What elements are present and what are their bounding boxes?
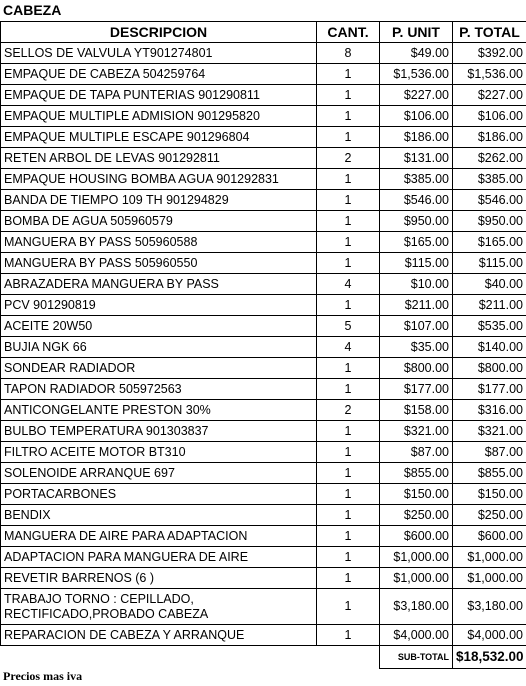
cell-description[interactable]: ACEITE 20W50 — [1, 316, 317, 337]
cell-qty[interactable]: 1 — [317, 169, 380, 190]
cell-unit-price[interactable]: $177.00 — [380, 379, 453, 400]
table-row — [1, 547, 526, 568]
cell-unit-price[interactable]: $115.00 — [380, 253, 453, 274]
table-row — [1, 400, 526, 421]
table-row — [1, 148, 526, 169]
table-row — [1, 232, 526, 253]
cell-unit-price[interactable]: $600.00 — [380, 526, 453, 547]
cell-unit-price[interactable]: $35.00 — [380, 337, 453, 358]
cell-qty[interactable]: 1 — [317, 190, 380, 211]
cell-description[interactable]: ABRAZADERA MANGUERA BY PASS — [1, 274, 317, 295]
cell-description[interactable]: TAPON RADIADOR 505972563 — [1, 379, 317, 400]
cell-qty[interactable]: 1 — [317, 211, 380, 232]
cell-qty[interactable]: 1 — [317, 442, 380, 463]
cell-total-price[interactable]: $262.00 — [453, 148, 526, 169]
cell-total-price[interactable]: $3,180.00 — [453, 589, 526, 625]
cell-total-price[interactable]: $227.00 — [453, 85, 526, 106]
cell-total-price[interactable]: $321.00 — [453, 421, 526, 442]
cell-description[interactable]: EMPAQUE DE TAPA PUNTERIAS 901290811 — [1, 85, 317, 106]
cell-description[interactable]: BUJIA NGK 66 — [1, 337, 317, 358]
cell-description[interactable]: PCV 901290819 — [1, 295, 317, 316]
table-row — [1, 442, 526, 463]
cell-qty[interactable]: 1 — [317, 379, 380, 400]
cell-qty[interactable]: 1 — [317, 625, 380, 646]
cell-qty[interactable]: 1 — [317, 484, 380, 505]
cell-qty[interactable]: 1 — [317, 295, 380, 316]
cell-description[interactable]: BOMBA DE AGUA 505960579 — [1, 211, 317, 232]
cell-total-price[interactable]: $316.00 — [453, 400, 526, 421]
cell-description[interactable]: RETEN ARBOL DE LEVAS 901292811 — [1, 148, 317, 169]
table-row — [1, 253, 526, 274]
cell-unit-price[interactable]: $158.00 — [380, 400, 453, 421]
cell-unit-price[interactable]: $131.00 — [380, 148, 453, 169]
cell-description[interactable]: EMPAQUE MULTIPLE ADMISION 901295820 — [1, 106, 317, 127]
cell-unit-price[interactable]: $546.00 — [380, 190, 453, 211]
table-row — [1, 463, 526, 484]
table-row — [1, 274, 526, 295]
cell-total-price[interactable]: $165.00 — [453, 232, 526, 253]
footer-note[interactable]: Precios mas iva — [3, 669, 83, 683]
cell-description[interactable]: EMPAQUE MULTIPLE ESCAPE 901296804 — [1, 127, 317, 148]
cell-unit-price[interactable]: $186.00 — [380, 127, 453, 148]
cell-qty[interactable]: 1 — [317, 358, 380, 379]
table-row — [1, 589, 526, 625]
cell-total-price[interactable]: $546.00 — [453, 190, 526, 211]
table-row — [1, 43, 526, 64]
cell-description[interactable]: SELLOS DE VALVULA YT901274801 — [1, 43, 317, 64]
cell-unit-price[interactable]: $107.00 — [380, 316, 453, 337]
cell-qty[interactable]: 1 — [317, 232, 380, 253]
cell-unit-price[interactable]: $165.00 — [380, 232, 453, 253]
cell-total-price[interactable]: $186.00 — [453, 127, 526, 148]
table-row — [1, 421, 526, 442]
cell-unit-price[interactable]: $211.00 — [380, 295, 453, 316]
cell-unit-price[interactable]: $950.00 — [380, 211, 453, 232]
table-row — [1, 85, 526, 106]
cell-total-price[interactable]: $4,000.00 — [453, 625, 526, 646]
cell-unit-price[interactable]: $4,000.00 — [380, 625, 453, 646]
cell-total-price[interactable]: $1,000.00 — [453, 547, 526, 568]
header-row — [1, 22, 526, 43]
cell-total-price[interactable]: $140.00 — [453, 337, 526, 358]
parts-table — [0, 21, 526, 669]
cell-unit-price[interactable]: $250.00 — [380, 505, 453, 526]
cell-total-price[interactable]: $392.00 — [453, 43, 526, 64]
table-row — [1, 379, 526, 400]
cell-description[interactable]: EMPAQUE DE CABEZA 504259764 — [1, 64, 317, 85]
cell-total-price[interactable]: $600.00 — [453, 526, 526, 547]
cell-unit-price[interactable]: $321.00 — [380, 421, 453, 442]
table-row — [1, 484, 526, 505]
cell-description[interactable]: TRABAJO TORNO : CEPILLADO, RECTIFICADO,PROBADO CABEZA — [1, 589, 317, 625]
cell-qty[interactable]: 1 — [317, 547, 380, 568]
cell-unit-price[interactable]: $855.00 — [380, 463, 453, 484]
cell-qty[interactable]: 1 — [317, 568, 380, 589]
cell-unit-price[interactable]: $106.00 — [380, 106, 453, 127]
cell-description[interactable]: MANGUERA BY PASS 505960550 — [1, 253, 317, 274]
table-row — [1, 625, 526, 646]
cell-description[interactable]: REVETIR BARRENOS (6 ) — [1, 568, 317, 589]
cell-qty[interactable]: 1 — [317, 127, 380, 148]
cell-unit-price[interactable]: $87.00 — [380, 442, 453, 463]
cell-total-price[interactable]: $211.00 — [453, 295, 526, 316]
cell-unit-price[interactable]: $1,536.00 — [380, 64, 453, 85]
cell-total-price[interactable]: $535.00 — [453, 316, 526, 337]
cell-description[interactable]: PORTACARBONES — [1, 484, 317, 505]
table-row — [1, 358, 526, 379]
cell-qty[interactable]: 1 — [317, 505, 380, 526]
subtotal-value[interactable]: $18,532.00 — [453, 646, 526, 669]
cell-unit-price[interactable]: $800.00 — [380, 358, 453, 379]
cell-description[interactable]: ADAPTACION PARA MANGUERA DE AIRE — [1, 547, 317, 568]
cell-qty[interactable]: 1 — [317, 64, 380, 85]
cell-total-price[interactable]: $800.00 — [453, 358, 526, 379]
table-row — [1, 337, 526, 358]
cell-total-price[interactable]: $950.00 — [453, 211, 526, 232]
cell-total-price[interactable]: $106.00 — [453, 106, 526, 127]
cell-description[interactable]: REPARACION DE CABEZA Y ARRANQUE — [1, 625, 317, 646]
cell-description[interactable]: BENDIX — [1, 505, 317, 526]
cell-qty[interactable]: 5 — [317, 316, 380, 337]
cell-description[interactable]: MANGUERA BY PASS 505960588 — [1, 232, 317, 253]
cell-description[interactable]: ANTICONGELANTE PRESTON 30% — [1, 400, 317, 421]
cell-description[interactable]: BANDA DE TIEMPO 109 TH 901294829 — [1, 190, 317, 211]
cell-total-price[interactable]: $87.00 — [453, 442, 526, 463]
cell-qty[interactable]: 1 — [317, 463, 380, 484]
header-unit-price[interactable]: P. UNIT — [380, 22, 453, 43]
cell-description[interactable]: MANGUERA DE AIRE PARA ADAPTACION — [1, 526, 317, 547]
cell-qty[interactable]: 1 — [317, 85, 380, 106]
header-qty[interactable]: CANT. — [317, 22, 380, 43]
cell-qty[interactable]: 1 — [317, 421, 380, 442]
cell-qty[interactable]: 2 — [317, 400, 380, 421]
cell-qty[interactable]: 1 — [317, 526, 380, 547]
cell-description[interactable]: EMPAQUE HOUSING BOMBA AGUA 901292831 — [1, 169, 317, 190]
cell-qty[interactable]: 8 — [317, 43, 380, 64]
cell-total-price[interactable]: $385.00 — [453, 169, 526, 190]
table-row — [1, 169, 526, 190]
cell-total-price[interactable]: $1,536.00 — [453, 64, 526, 85]
header-description[interactable]: DESCRIPCION — [1, 22, 317, 43]
cell-unit-price[interactable]: $150.00 — [380, 484, 453, 505]
cell-qty[interactable]: 1 — [317, 253, 380, 274]
cell-unit-price[interactable]: $10.00 — [380, 274, 453, 295]
cell-description[interactable]: SOLENOIDE ARRANQUE 697 — [1, 463, 317, 484]
cell-unit-price[interactable]: $385.00 — [380, 169, 453, 190]
table-row — [1, 127, 526, 148]
cell-qty[interactable]: 1 — [317, 106, 380, 127]
header-total-price[interactable]: P. TOTAL — [453, 22, 526, 43]
cell-total-price[interactable]: $855.00 — [453, 463, 526, 484]
cell-total-price[interactable]: $250.00 — [453, 505, 526, 526]
cell-unit-price[interactable]: $1,000.00 — [380, 568, 453, 589]
subtotal-label[interactable]: SUB-TOTAL — [380, 646, 453, 669]
cell-total-price[interactable]: $40.00 — [453, 274, 526, 295]
table-row — [1, 190, 526, 211]
cell-total-price[interactable]: $115.00 — [453, 253, 526, 274]
cell-total-price[interactable]: $150.00 — [453, 484, 526, 505]
cell-description[interactable]: BULBO TEMPERATURA 901303837 — [1, 421, 317, 442]
table-row — [1, 295, 526, 316]
cell-qty[interactable]: 1 — [317, 589, 380, 625]
cell-qty[interactable]: 2 — [317, 148, 380, 169]
table-row — [1, 64, 526, 85]
table-row — [1, 526, 526, 547]
table-row — [1, 568, 526, 589]
table-row — [1, 316, 526, 337]
cell-description[interactable]: SONDEAR RADIADOR — [1, 358, 317, 379]
cell-unit-price[interactable]: $227.00 — [380, 85, 453, 106]
cell-qty[interactable]: 4 — [317, 337, 380, 358]
table-row — [1, 505, 526, 526]
cell-unit-price[interactable]: $3,180.00 — [380, 589, 453, 625]
section-title: CABEZA — [3, 2, 62, 18]
cell-unit-price[interactable]: $49.00 — [380, 43, 453, 64]
cell-description[interactable]: FILTRO ACEITE MOTOR BT310 — [1, 442, 317, 463]
table-row — [1, 106, 526, 127]
table-row — [1, 211, 526, 232]
cell-unit-price[interactable]: $1,000.00 — [380, 547, 453, 568]
cell-total-price[interactable]: $1,000.00 — [453, 568, 526, 589]
cell-qty[interactable]: 4 — [317, 274, 380, 295]
cell-total-price[interactable]: $177.00 — [453, 379, 526, 400]
